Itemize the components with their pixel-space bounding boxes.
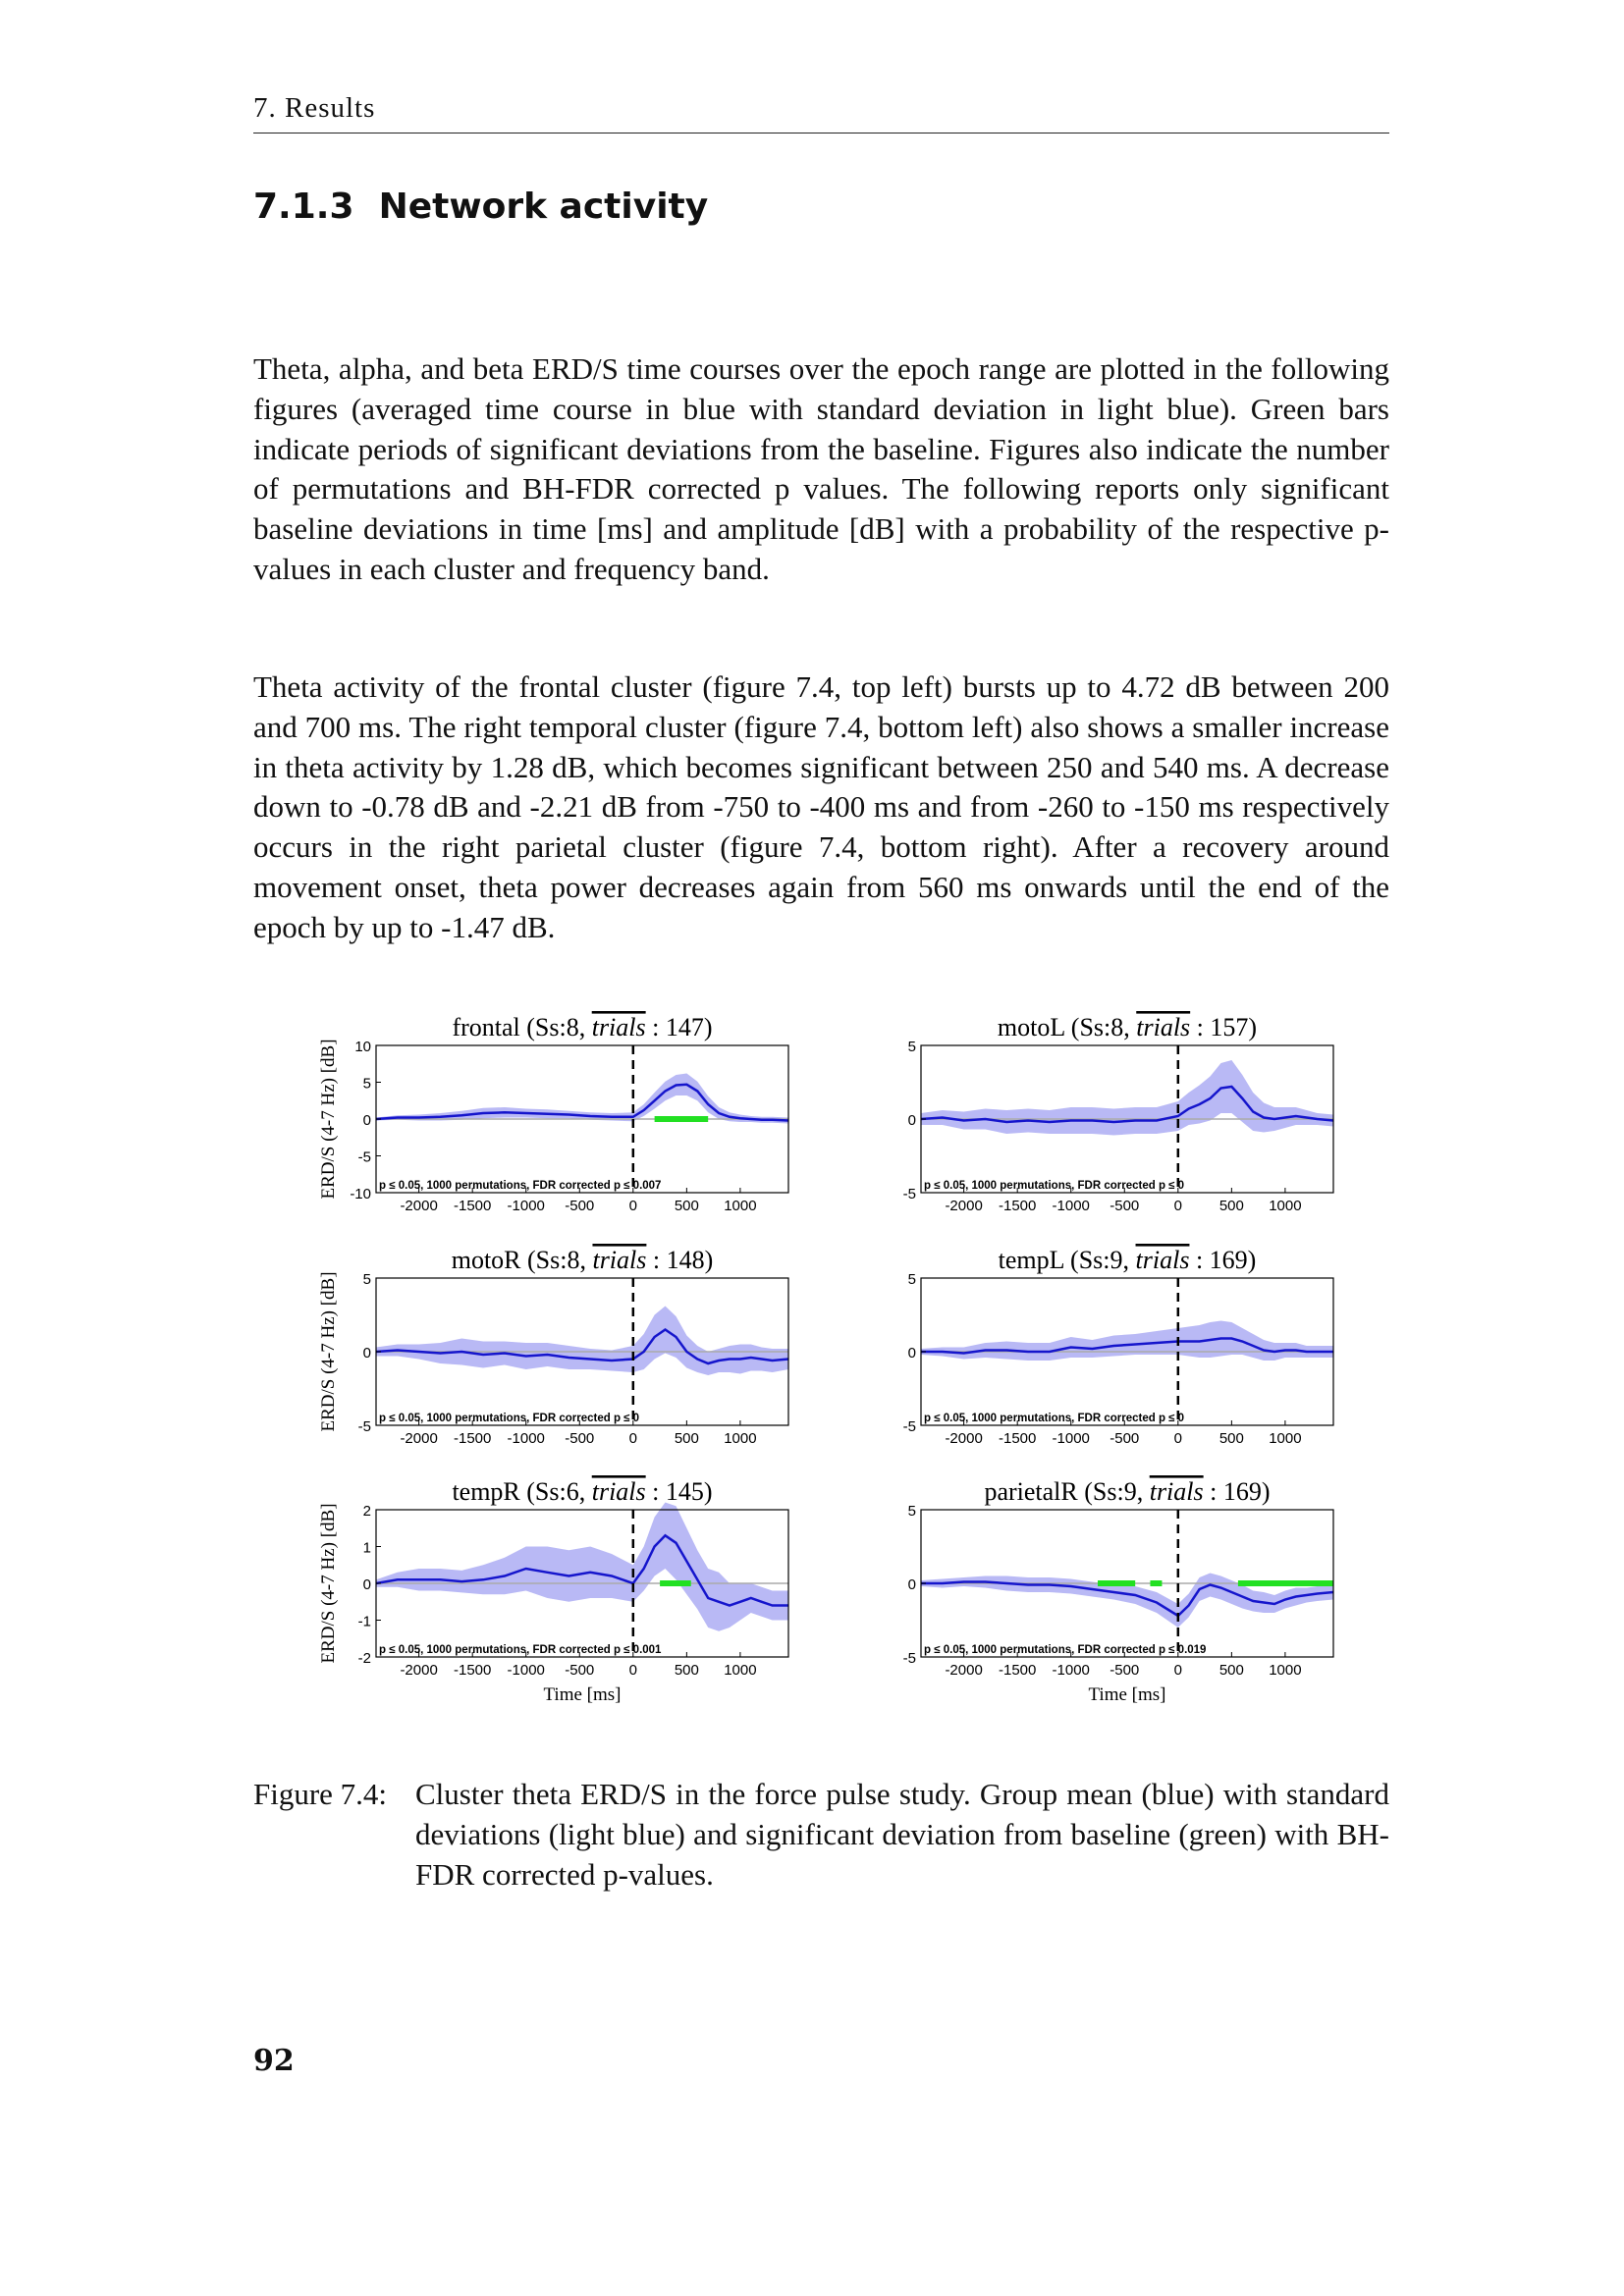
permutation-annotation: p ≤ 0.05, 1000 permutations, FDR corrected p ≤ 0.019 bbox=[924, 1644, 1207, 1656]
running-head: 7. Results bbox=[253, 92, 1389, 133]
figure-label: Figure 7.4: bbox=[253, 1777, 388, 1811]
panel-title-prefix: frontal (Ss:8, bbox=[452, 1013, 592, 1041]
x-tick-label: -1000 bbox=[507, 1662, 545, 1679]
x-tick-label: 500 bbox=[674, 1198, 699, 1214]
x-tick-label: -1500 bbox=[453, 1198, 492, 1214]
panel-title-prefix: tempR (Ss:6, bbox=[452, 1477, 592, 1506]
panel-title-trials: : 157) bbox=[1190, 1013, 1258, 1041]
sd-band bbox=[376, 1307, 788, 1376]
x-tick-label: 0 bbox=[628, 1430, 637, 1447]
y-tick-label: -5 bbox=[357, 1148, 371, 1166]
x-tick-label: 0 bbox=[628, 1662, 637, 1679]
x-tick-label: -1500 bbox=[453, 1662, 492, 1679]
panel-title bbox=[452, 1013, 712, 1041]
page-number: 92 bbox=[253, 2044, 295, 2078]
y-axis-label: ERD/S (4-7 Hz) [dB] bbox=[318, 1039, 339, 1200]
y-tick-label: 5 bbox=[362, 1271, 371, 1288]
x-tick-label: -500 bbox=[565, 1198, 595, 1214]
y-tick-label: -2 bbox=[357, 1650, 371, 1667]
panel-title bbox=[452, 1477, 712, 1506]
figure-7-4 bbox=[312, 991, 1353, 1718]
figure-caption-text: Cluster theta ERD/S in the force pulse study. Group mean (blue) with standard deviations (light blue) and significant deviation from baseline (green) with BH-FDR corrected p-values. bbox=[415, 1777, 1389, 1892]
x-tick-label: 0 bbox=[1173, 1430, 1182, 1447]
panel-title bbox=[984, 1477, 1270, 1506]
x-tick-label: -1500 bbox=[453, 1430, 492, 1447]
x-tick-label: 0 bbox=[1173, 1198, 1182, 1214]
x-tick-label: -2000 bbox=[400, 1662, 438, 1679]
panel-title-trials-label: trials bbox=[1149, 1477, 1204, 1506]
x-tick-label: 1000 bbox=[1269, 1662, 1302, 1679]
x-tick-label: -2000 bbox=[400, 1430, 438, 1447]
panel-title-trials-label: trials bbox=[1136, 1013, 1191, 1041]
x-tick-label: -2000 bbox=[400, 1198, 438, 1214]
paragraph-theta: Theta activity of the frontal cluster (figure 7.4, top left) bursts up to 4.72 dB between 200 and 700 ms. The right temporal cluster (figure 7.4, bottom left) also shows a smaller increase in theta activity by 1.28 dB, which becomes significant between 250 and 540 ms. A decrease down to -0.78 dB and -2.21 dB from -750 to -400 ms and from -260 to -150 ms respectively occurs in the right parietal cluster (figure 7.4, bottom right). After a recovery around movement onset, theta power decreases again from 560 ms onwards until the end of the epoch by up to -1.47 dB. bbox=[253, 669, 1389, 944]
x-tick-label: -1000 bbox=[1052, 1198, 1090, 1214]
x-axis-label: Time [ms] bbox=[543, 1684, 622, 1705]
panel-title-prefix: motoR (Ss:8, bbox=[451, 1246, 593, 1274]
x-tick-label: -1000 bbox=[507, 1198, 545, 1214]
panel-title-trials-label: trials bbox=[1135, 1246, 1190, 1274]
y-tick-label: 10 bbox=[354, 1039, 371, 1055]
panel-title-trials-label: trials bbox=[591, 1013, 646, 1041]
y-tick-label: 0 bbox=[362, 1576, 371, 1593]
panel-title-trials-label: trials bbox=[592, 1246, 647, 1274]
y-tick-label: 0 bbox=[362, 1112, 371, 1129]
y-tick-label: -5 bbox=[357, 1418, 371, 1435]
x-tick-label: -2000 bbox=[945, 1430, 983, 1447]
x-tick-label: -1500 bbox=[998, 1430, 1037, 1447]
panel-title-trials: : 147) bbox=[645, 1013, 713, 1041]
x-tick-label: -500 bbox=[1110, 1198, 1140, 1214]
panel-motoL bbox=[903, 1013, 1333, 1214]
x-tick-label: -1500 bbox=[998, 1662, 1037, 1679]
section-number: 7.1.3 bbox=[253, 187, 354, 227]
panel-motoR bbox=[318, 1246, 788, 1447]
permutation-annotation: p ≤ 0.05, 1000 permutations, FDR corrected p ≤ 0.001 bbox=[379, 1644, 662, 1656]
panel-tempR bbox=[318, 1477, 788, 1705]
y-tick-label: 2 bbox=[362, 1503, 371, 1520]
x-tick-label: 1000 bbox=[1269, 1198, 1302, 1214]
y-axis-label: ERD/S (4-7 Hz) [dB] bbox=[318, 1271, 339, 1432]
panel-title-trials: : 169) bbox=[1189, 1246, 1257, 1274]
panel-title bbox=[998, 1013, 1257, 1041]
x-tick-label: -2000 bbox=[945, 1198, 983, 1214]
y-tick-label: 1 bbox=[362, 1539, 371, 1557]
section-title bbox=[253, 187, 708, 227]
permutation-annotation: p ≤ 0.05, 1000 permutations, FDR corrected p ≤ 0 bbox=[924, 1413, 1185, 1424]
permutation-annotation: p ≤ 0.05, 1000 permutations, FDR corrected p ≤ 0.007 bbox=[379, 1180, 662, 1192]
x-tick-label: 0 bbox=[1173, 1662, 1182, 1679]
permutation-annotation: p ≤ 0.05, 1000 permutations, FDR corrected p ≤ 0 bbox=[379, 1413, 640, 1424]
panel-parietalR bbox=[903, 1477, 1333, 1705]
y-tick-label: -5 bbox=[902, 1418, 916, 1435]
x-tick-label: 500 bbox=[1218, 1198, 1244, 1214]
y-axis-label: ERD/S (4-7 Hz) [dB] bbox=[318, 1503, 339, 1664]
section-title-text: Network activity bbox=[378, 187, 709, 227]
panel-frontal bbox=[318, 1013, 788, 1214]
y-tick-label: 5 bbox=[362, 1075, 371, 1093]
x-tick-label: -500 bbox=[565, 1662, 595, 1679]
y-tick-label: 5 bbox=[907, 1503, 916, 1520]
y-tick-label: -5 bbox=[902, 1650, 916, 1667]
x-tick-label: 1000 bbox=[724, 1662, 757, 1679]
y-tick-label: 5 bbox=[907, 1039, 916, 1055]
y-tick-label: -5 bbox=[902, 1186, 916, 1202]
x-tick-label: 0 bbox=[628, 1198, 637, 1214]
figure-svg bbox=[312, 991, 1353, 1718]
panel-title-prefix: motoL (Ss:8, bbox=[997, 1013, 1137, 1041]
y-tick-label: -1 bbox=[357, 1613, 371, 1630]
x-tick-label: -500 bbox=[1110, 1662, 1140, 1679]
figure-caption bbox=[253, 1775, 1389, 1895]
panel-title-trials: : 148) bbox=[646, 1246, 714, 1274]
panel-title bbox=[452, 1246, 714, 1274]
sd-band bbox=[921, 1060, 1333, 1136]
x-tick-label: -1000 bbox=[1052, 1430, 1090, 1447]
panel-title-trials: : 169) bbox=[1203, 1477, 1271, 1506]
x-tick-label: 500 bbox=[1218, 1662, 1244, 1679]
x-tick-label: -500 bbox=[565, 1430, 595, 1447]
x-tick-label: 500 bbox=[674, 1662, 699, 1679]
x-tick-label: 500 bbox=[1218, 1430, 1244, 1447]
x-tick-label: 1000 bbox=[724, 1198, 757, 1214]
x-tick-label: -1000 bbox=[507, 1430, 545, 1447]
x-tick-label: 500 bbox=[674, 1430, 699, 1447]
y-tick-label: 0 bbox=[907, 1112, 916, 1129]
x-tick-label: 1000 bbox=[724, 1430, 757, 1447]
y-tick-label: 0 bbox=[362, 1345, 371, 1362]
x-tick-label: -2000 bbox=[945, 1662, 983, 1679]
x-tick-label: -1000 bbox=[1052, 1662, 1090, 1679]
panel-title-trials-label: trials bbox=[591, 1477, 646, 1506]
x-axis-label: Time [ms] bbox=[1088, 1684, 1166, 1705]
panel-title bbox=[999, 1246, 1257, 1274]
panel-tempL bbox=[903, 1246, 1333, 1447]
x-tick-label: -500 bbox=[1110, 1430, 1140, 1447]
paragraph-intro: Theta, alpha, and beta ERD/S time courses over the epoch range are plotted in the following figures (averaged time course in blue with standard deviation in light blue). Green bars indicate periods of significant deviations from the baseline. Figures also indicate the number of permutations and BH-FDR corrected p values. The following reports only significant baseline deviations in time [ms] and amplitude [dB] with a probability of the respective p-values in each cluster and frequency band. bbox=[253, 351, 1389, 586]
panel-title-prefix: tempL (Ss:9, bbox=[998, 1246, 1136, 1274]
y-tick-label: -10 bbox=[350, 1186, 371, 1202]
y-tick-label: 0 bbox=[907, 1345, 916, 1362]
sd-band bbox=[921, 1321, 1333, 1362]
panel-title-prefix: parietalR (Ss:9, bbox=[984, 1477, 1150, 1506]
y-tick-label: 0 bbox=[907, 1576, 916, 1593]
panel-title-trials: : 145) bbox=[645, 1477, 713, 1506]
y-tick-label: 5 bbox=[907, 1271, 916, 1288]
sd-band bbox=[376, 1503, 788, 1631]
permutation-annotation: p ≤ 0.05, 1000 permutations, FDR corrected p ≤ 0 bbox=[924, 1180, 1185, 1192]
x-tick-label: -1500 bbox=[998, 1198, 1037, 1214]
x-tick-label: 1000 bbox=[1269, 1430, 1302, 1447]
